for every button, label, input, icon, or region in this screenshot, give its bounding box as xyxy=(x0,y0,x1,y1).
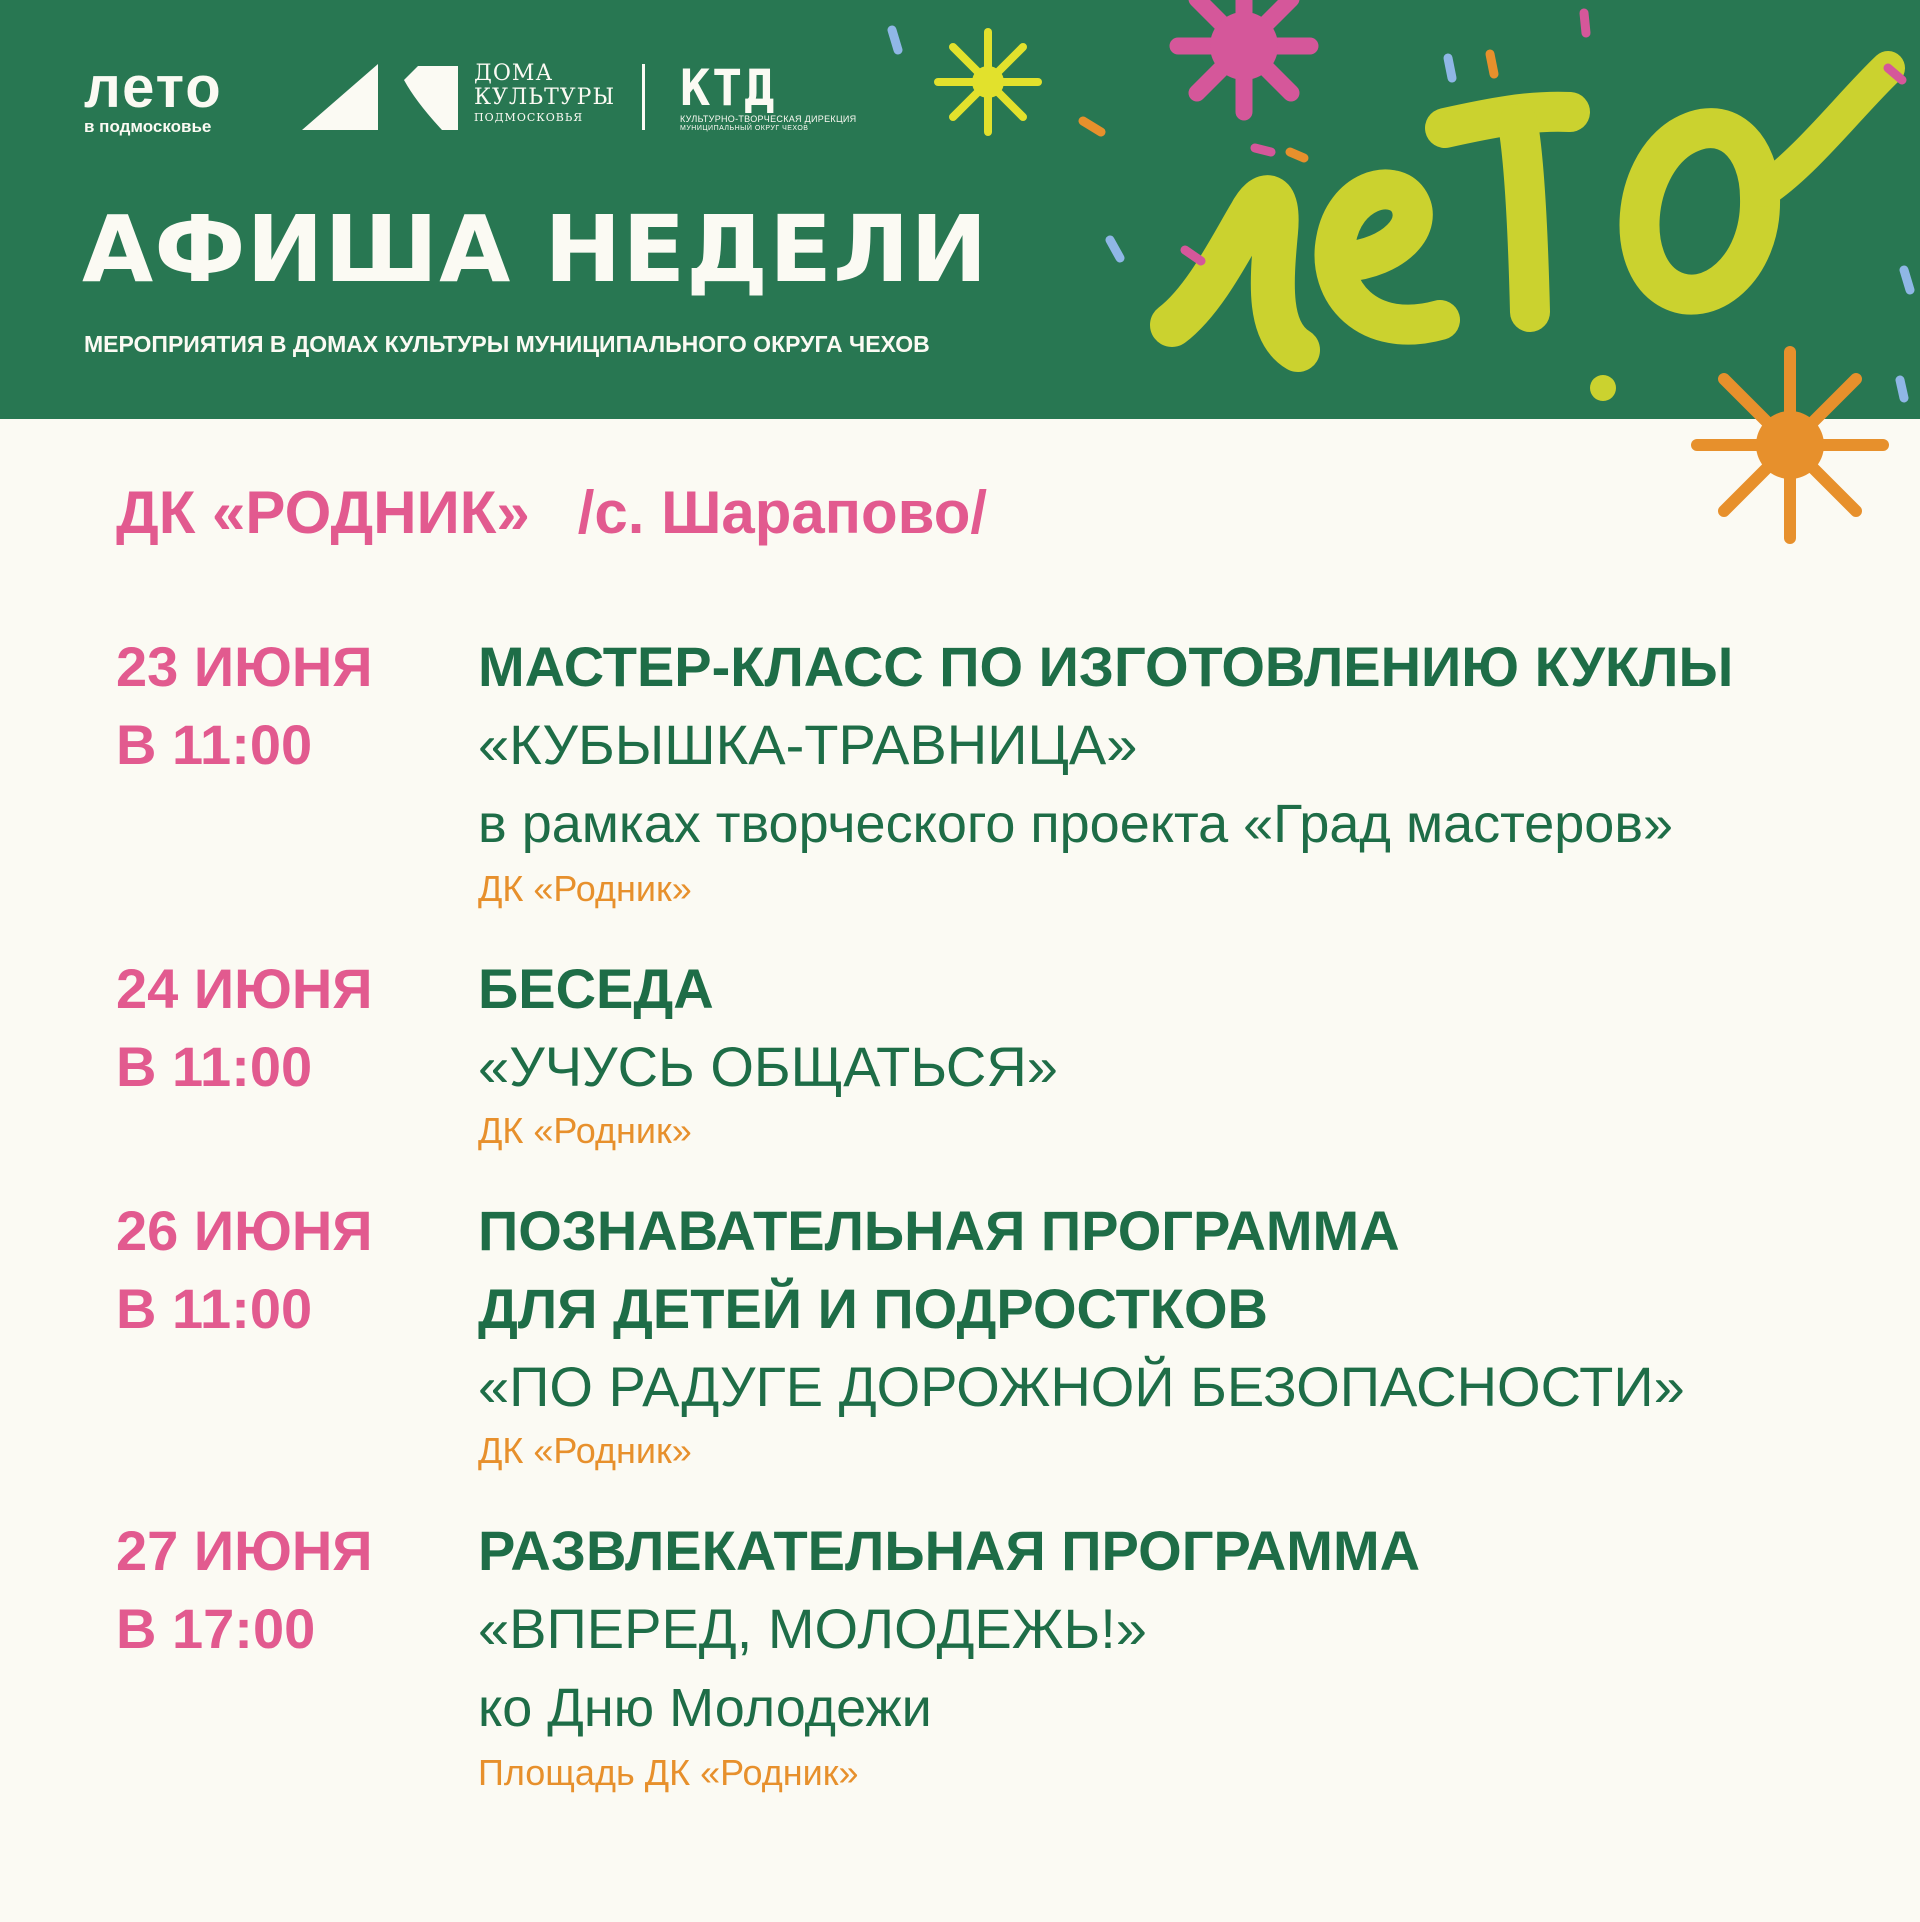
event-datetime xyxy=(116,628,446,784)
summer-lettering-decoration xyxy=(0,0,1920,560)
event-datetime xyxy=(116,1512,446,1668)
event-item xyxy=(116,1192,1876,1476)
event-name: «ПО РАДУГЕ ДОРОЖНОЙ БЕЗОПАСНОСТИ» xyxy=(478,1355,1685,1418)
event-date: 26 ИЮНЯ xyxy=(116,1199,373,1262)
event-item xyxy=(116,950,1876,1156)
event-date: 24 ИЮНЯ xyxy=(116,957,373,1020)
ktd-logo-subtext-2: МУНИЦИПАЛЬНЫЙ ОКРУГ ЧЕХОВ xyxy=(680,125,809,132)
event-details xyxy=(478,628,1876,914)
dk-logo-line1: ДОМА xyxy=(474,61,554,86)
event-name: «КУБЫШКА-ТРАВНИЦА» xyxy=(478,713,1138,776)
event-date: 27 ИЮНЯ xyxy=(116,1519,373,1582)
venue-name: ДК «РОДНИК» xyxy=(116,479,530,546)
event-title: БЕСЕДА xyxy=(478,957,714,1020)
ktd-logo-subtext: КУЛЬТУРНО-ТВОРЧЕСКАЯ ДИРЕКЦИЯ xyxy=(680,114,857,124)
event-title-line-2: ДЛЯ ДЕТЕЙ И ПОДРОСТКОВ xyxy=(478,1277,1268,1340)
event-datetime xyxy=(116,1192,446,1348)
event-date: 23 ИЮНЯ xyxy=(116,635,373,698)
event-time: В 11:00 xyxy=(116,1035,313,1098)
event-time: В 11:00 xyxy=(116,713,313,776)
event-details xyxy=(478,1192,1876,1476)
event-description: в рамках творческого проекта «Град мастеров» xyxy=(478,794,1674,854)
dk-logo-line2: КУЛЬТУРЫ xyxy=(474,85,616,110)
event-place: ДК «Родник» xyxy=(478,1430,692,1471)
event-title: РАЗВЛЕКАТЕЛЬНАЯ ПРОГРАММА xyxy=(478,1519,1421,1582)
dk-logo-line3: ПОДМОСКОВЬЯ xyxy=(474,111,584,124)
event-name: «УЧУСЬ ОБЩАТЬСЯ» xyxy=(478,1035,1058,1098)
page-subtitle: МЕРОПРИЯТИЯ В ДОМАХ КУЛЬТУРЫ МУНИЦИПАЛЬНОГО ОКРУГА ЧЕХОВ xyxy=(84,331,930,357)
event-datetime xyxy=(116,950,446,1106)
leto-logo-subtext: в подмосковье xyxy=(84,117,212,136)
event-details xyxy=(478,950,1876,1156)
page-title: АФИША НЕДЕЛИ xyxy=(82,196,989,303)
event-details xyxy=(478,1512,1876,1798)
ktd-logo-mark: КТД xyxy=(680,59,777,117)
leto-logo-text: лето xyxy=(84,55,223,120)
event-title: ПОЗНАВАТЕЛЬНАЯ ПРОГРАММА xyxy=(478,1199,1400,1262)
venue-heading xyxy=(116,478,987,548)
event-time: В 11:00 xyxy=(116,1277,313,1340)
event-place: Площадь ДК «Родник» xyxy=(478,1752,859,1793)
event-place: ДК «Родник» xyxy=(478,868,692,909)
venue-location: /с. Шарапово/ xyxy=(577,479,988,546)
event-time: В 17:00 xyxy=(116,1597,316,1660)
event-item xyxy=(116,628,1876,914)
event-title: МАСТЕР-КЛАСС ПО ИЗГОТОВЛЕНИЮ КУКЛЫ xyxy=(478,635,1734,698)
event-name: «ВПЕРЕД, МОЛОДЕЖЬ!» xyxy=(478,1597,1147,1660)
event-place: ДК «Родник» xyxy=(478,1110,692,1151)
event-description: ко Дню Молодежи xyxy=(478,1678,932,1738)
event-item xyxy=(116,1512,1876,1798)
events-list xyxy=(116,628,1876,1834)
